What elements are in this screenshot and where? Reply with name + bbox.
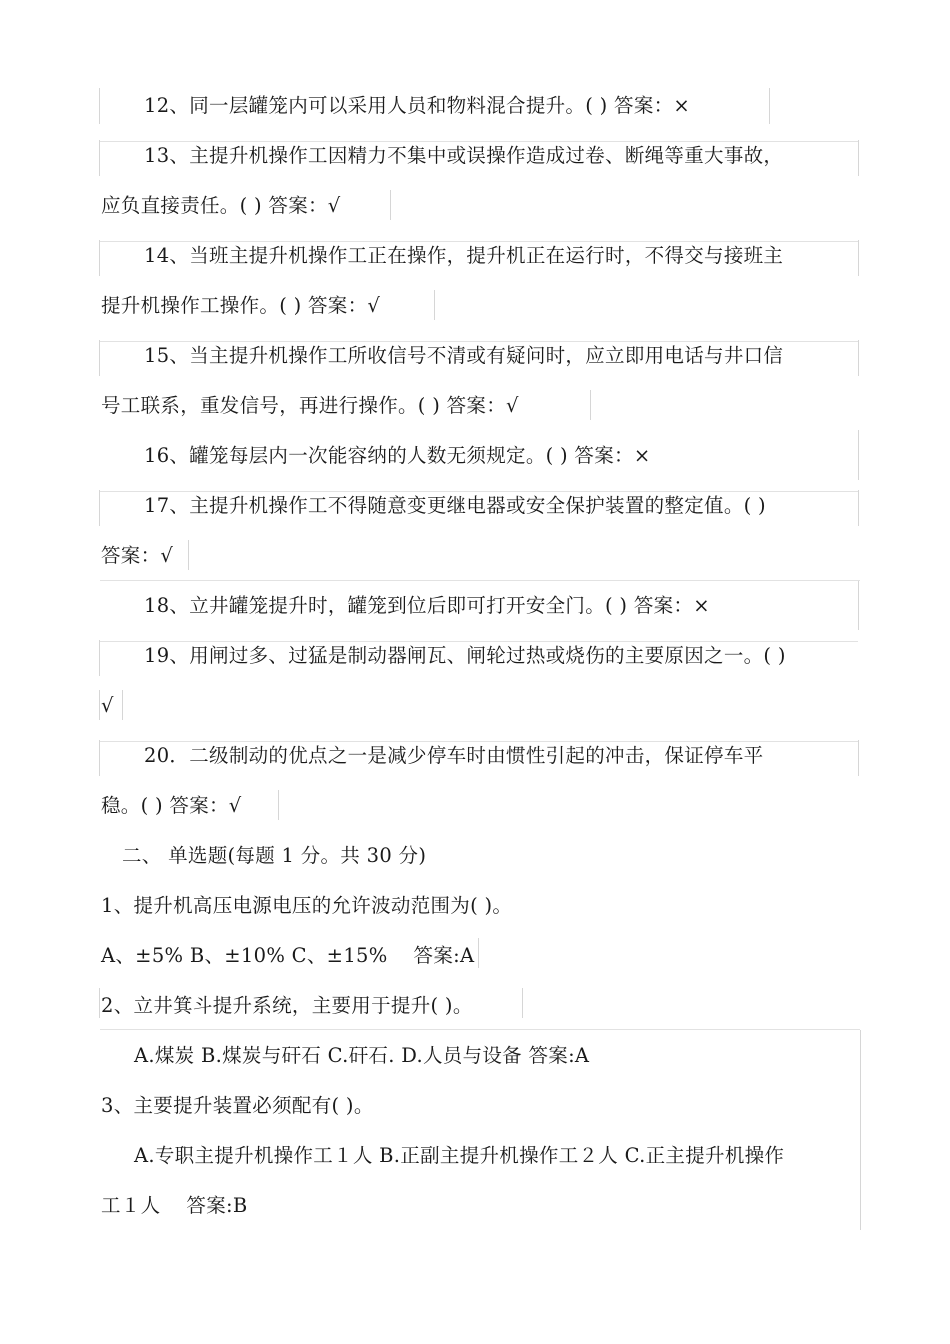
scan-rule: [390, 190, 391, 220]
question-14: 14、当班主提升机操作工正在操作，提升机正在运行时，不得交与接班主: [144, 244, 784, 267]
scan-rule: [478, 938, 479, 968]
scan-rule: [858, 740, 859, 776]
question-18: 18、立井罐笼提升时，罐笼到位后即可打开安全门。( ) 答案：×: [144, 594, 710, 617]
scan-rule: [99, 740, 100, 776]
question-13-cont: 应负直接责任。( ) 答案：√: [101, 194, 341, 217]
mc-question-1: 1、提升机高压电源电压的允许波动范围为( )。: [101, 894, 513, 917]
scan-rule: [522, 988, 523, 1018]
question-16: 16、罐笼每层内一次能容纳的人数无须规定。( ) 答案：×: [144, 444, 651, 467]
scan-rule: [434, 290, 435, 320]
section-heading: 二、 单选题(每题 1 分。共 30 分): [122, 844, 427, 867]
scan-rule: [858, 240, 859, 276]
question-20-cont: 稳。( ) 答案：√: [101, 794, 242, 817]
question-17-cont: 答案：√: [101, 544, 174, 567]
scan-rule: [858, 430, 859, 480]
scan-rule: [100, 641, 858, 642]
scan-rule: [100, 491, 858, 492]
scan-rule: [99, 140, 100, 176]
mc-question-2: 2、立井箕斗提升系统，主要用于提升( )。: [101, 994, 473, 1017]
scan-rule: [590, 390, 591, 420]
question-14-cont: 提升机操作工操作。( ) 答案：√: [101, 294, 381, 317]
question-20: 20．二级制动的优点之一是减少停车时由惯性引起的冲击，保证停车平: [144, 744, 764, 767]
question-19: 19、用闸过多、过猛是制动器闸瓦、闸轮过热或烧伤的主要原因之一。( ): [144, 644, 786, 667]
scan-rule: [99, 490, 100, 526]
scan-rule: [99, 88, 100, 124]
scan-rule: [99, 690, 100, 720]
scan-rule: [858, 340, 859, 376]
mc-question-3-options: A.专职主提升机操作工１人 B.正副主提升机操作工２人 C.正主提升机操作: [134, 1144, 785, 1167]
scan-rule: [100, 580, 860, 581]
question-12: 12、同一层罐笼内可以采用人员和物料混合提升。( ) 答案：×: [144, 94, 691, 117]
scan-rule: [99, 988, 100, 1018]
scan-rule: [100, 141, 858, 142]
question-19-cont: √: [101, 694, 114, 717]
scan-rule: [100, 241, 858, 242]
scan-rule: [858, 580, 859, 630]
question-17: 17、主提升机操作工不得随意变更继电器或安全保护装置的整定值。( ): [144, 494, 766, 517]
scan-rule: [99, 640, 100, 676]
scan-rule: [858, 490, 859, 526]
scan-rule: [99, 240, 100, 276]
scan-rule: [99, 340, 100, 376]
scan-rule: [100, 741, 858, 742]
mc-question-2-options: A.煤炭 B.煤炭与矸石 C.矸石. D.人员与设备 答案:A: [134, 1044, 590, 1067]
scan-rule: [100, 1029, 860, 1030]
question-13: 13、主提升机操作工因精力不集中或误操作造成过卷、断绳等重大事故，: [144, 144, 784, 167]
scan-rule: [188, 540, 189, 570]
mc-question-3-options-cont: 工１人 答案:B: [101, 1194, 248, 1217]
scan-rule: [278, 790, 279, 820]
question-15-cont: 号工联系，重发信号，再进行操作。( ) 答案：√: [101, 394, 519, 417]
mc-question-3: 3、主要提升装置必须配有( )。: [101, 1094, 374, 1117]
scan-rule: [860, 1030, 861, 1230]
question-15: 15、当主提升机操作工所收信号不清或有疑问时，应立即用电话与井口信: [144, 344, 784, 367]
scan-rule: [100, 341, 858, 342]
scan-rule: [769, 88, 770, 124]
mc-question-1-options: A、±5% B、±10% C、±15% 答案:A: [101, 944, 475, 967]
scan-rule: [858, 140, 859, 176]
scan-rule: [122, 690, 123, 720]
